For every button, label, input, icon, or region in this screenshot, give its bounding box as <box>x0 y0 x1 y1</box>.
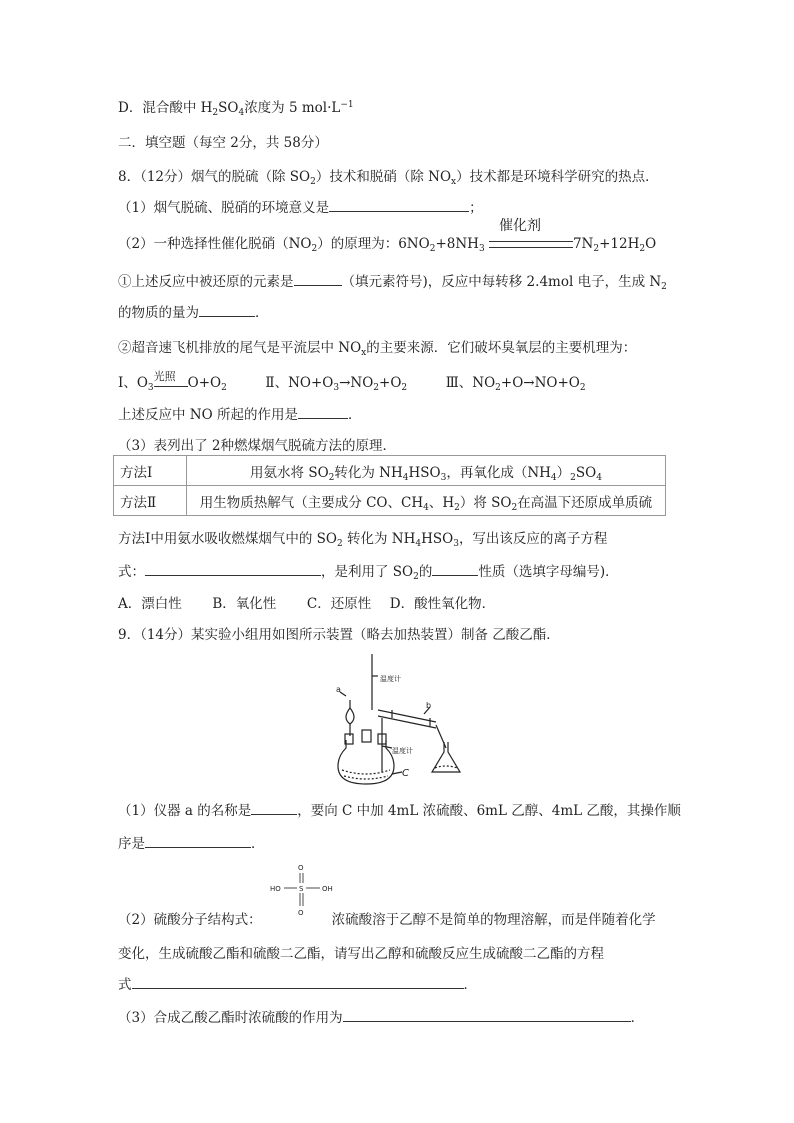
struct-s: S <box>299 885 304 893</box>
struct-o-top: O <box>298 864 304 872</box>
method-cell: 方法Ⅰ <box>114 456 187 486</box>
q8-role: 上述反应中 NO 所起的作用是 ． <box>118 403 361 423</box>
q8-part3-question: 方法Ⅰ中用氨水吸收燃煤烟气中的 $SO_2$ 转化为 $NH_4HSO_3$，写出该反应的离子方程 <box>118 531 608 549</box>
answer-blank[interactable] <box>251 800 297 815</box>
q8-mechanisms: Ⅰ、$O_3$ 光照 $O+O_2$ Ⅱ、$NO+O_3\to NO_2+O_2$ Ⅲ、$NO_2+O\to NO+O_2$ <box>118 370 586 393</box>
q8-sub1: ①上述反应中被还原的元素是 （填元素符号)，反应中每转移 2.4mol 电子，生成 $N_2$ <box>118 270 667 290</box>
q8-sub2: ②超音速飞机排放的尾气是平流层中 $NO_x$的主要来源．它们破坏臭氧层的主要机理为： <box>118 340 637 358</box>
light-arrow: 光照 <box>154 378 188 387</box>
label-thermometer-mid: 温度计 <box>392 747 413 755</box>
label-a: a <box>336 685 341 694</box>
option-b[interactable]: B．氧化性 <box>212 596 277 612</box>
catalyst-arrow: 催化剂 <box>489 235 573 248</box>
section-2-title: 二．填空题（每空 2分，共 58分） <box>118 135 328 151</box>
q9-part1-cont: 序是 ． <box>118 832 265 852</box>
answer-blank[interactable] <box>145 561 321 576</box>
answer-blank[interactable] <box>298 404 348 419</box>
q8-part3: （3）表列出了 2种燃煤烟气脱硫方法的原理． <box>118 438 396 454</box>
label-thermometer-top: 温度计 <box>380 675 401 683</box>
table-row <box>114 486 666 516</box>
q8-stem: 8．（12分）烟气的脱硫（除 $SO_2$）技术和脱硝（除 $NO_x$）技术都是环境科学研究的热点． <box>118 169 659 187</box>
q9-part2-formula: 式 ． <box>118 973 477 993</box>
q8-options <box>118 592 495 612</box>
table-row <box>114 456 666 486</box>
struct-o-bottom: O <box>298 909 304 917</box>
description-cell: 用氨水将 $SO_2$转化为 $NH_4HSO_3$，再氧化成$(NH_4)_2SO_4$ <box>187 456 666 486</box>
answer-blank[interactable] <box>329 197 469 212</box>
answer-blank[interactable] <box>199 302 255 317</box>
condenser <box>378 710 436 722</box>
method-cell: 方法Ⅱ <box>114 486 187 516</box>
q9-part3: （3）合成乙酸乙酯时浓硫酸的作用为 ． <box>118 1006 644 1026</box>
answer-blank[interactable] <box>145 833 251 848</box>
q8-part1: （1）烟气脱硫、脱硝的环境意义是 ； <box>118 196 483 216</box>
answer-blank[interactable] <box>343 1007 631 1022</box>
dropping-funnel <box>346 708 354 724</box>
struct-oh: OH <box>322 885 333 893</box>
q9-part2: （2）硫酸分子结构式： 浓硫酸溶于乙醇不是简单的物理溶解，而是伴随着化学 <box>118 912 656 928</box>
q8-part3-question-cont: 式： ，是利用了 $SO_2$的 性质（选填字母编号)． <box>118 560 619 580</box>
q9-part2-cont: 变化，生成硫酸乙酯和硫酸二乙酯，请写出乙醇和硫酸反应生成硫酸二乙酯的方程 <box>118 946 604 962</box>
label-c: C <box>402 768 409 779</box>
answer-blank[interactable] <box>294 271 342 286</box>
answer-blank[interactable] <box>432 561 478 576</box>
q7-option-d: D．混合酸中 $H_2SO_4$浓度为 5 $mol\cdot L^{-1}$ <box>118 100 354 118</box>
label-b: b <box>426 701 432 710</box>
apparatus-diagram <box>336 652 466 787</box>
q9-stem: 9．（14分）某实验小组用如图所示装置（略去加热装置）制备 乙酸乙酯． <box>118 627 560 643</box>
q8-part2-equation: （2）一种选择性催化脱硝$(NO_2)$的原理为：$6NO_2+8NH_3$ 催化剂 $7N_2+12H_2O$ <box>118 218 657 254</box>
option-a[interactable]: A．漂白性 <box>118 596 182 612</box>
q9-part1: （1）仪器 a 的名称是 ，要向 C 中加 4mL 浓硫酸、6mL 乙醇、4mL 乙酸，其操作顺 <box>118 799 681 819</box>
option-d[interactable]: D．酸性氧化物． <box>389 596 496 612</box>
answer-blank[interactable] <box>132 974 464 989</box>
option-c[interactable]: C．还原性 <box>306 596 372 612</box>
q8-sub1-cont: 的物质的量为 ． <box>118 301 269 321</box>
method-table <box>113 455 666 516</box>
struct-ho: HO <box>270 885 281 893</box>
description-cell: 用生物质热解气（主要成分 CO、$CH_4$、$H_2$）将 $SO_2$在高温下还原成单质硫 <box>187 486 666 516</box>
